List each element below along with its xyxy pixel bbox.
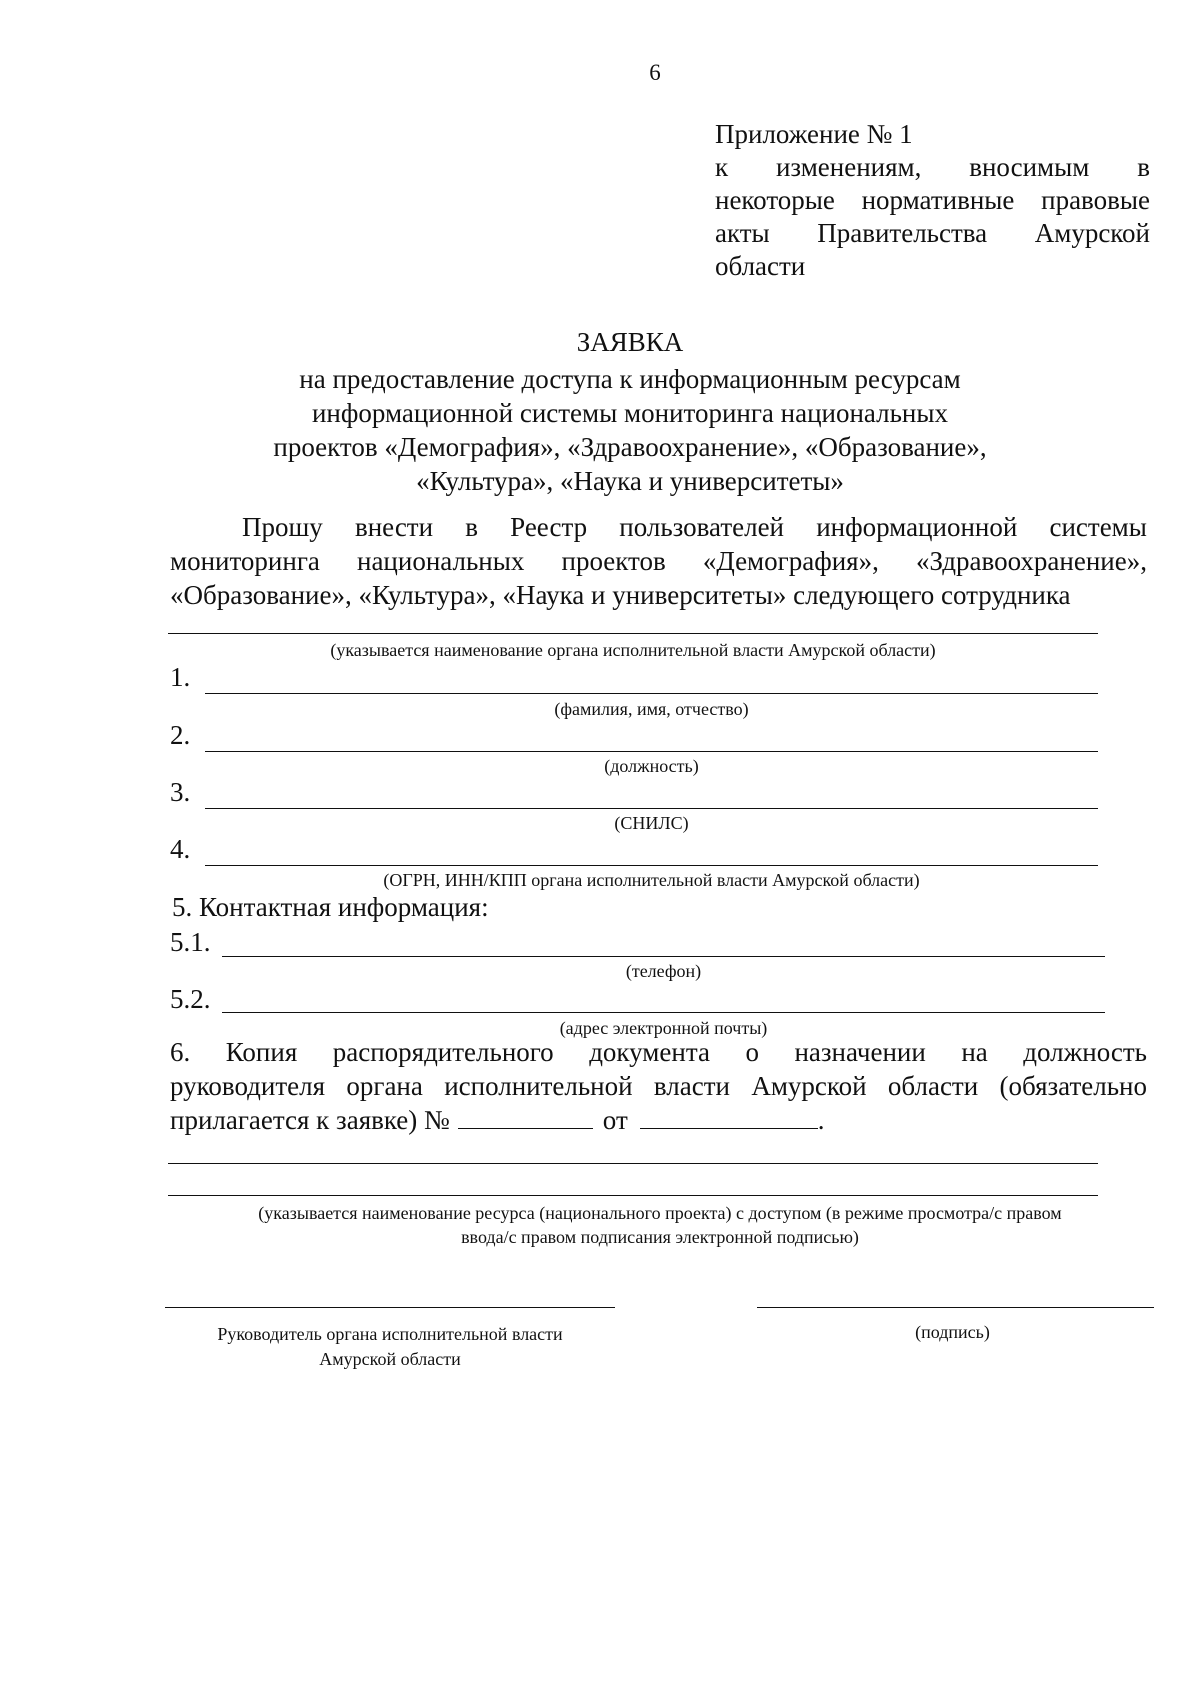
document-subtitle bbox=[130, 362, 1130, 498]
request-word: Прошу bbox=[242, 512, 323, 542]
item-6-word: 6. bbox=[170, 1037, 191, 1067]
item-5-2-number: 5.2. bbox=[170, 984, 211, 1014]
org-name-field[interactable] bbox=[168, 633, 1098, 634]
request-word: внести bbox=[354, 512, 434, 542]
item-6-word: власти bbox=[653, 1071, 730, 1101]
request-word: национальных bbox=[357, 546, 525, 576]
item-6-word: области bbox=[887, 1071, 979, 1101]
request-word: информационной bbox=[816, 512, 1018, 542]
request-word: мониторинга bbox=[170, 546, 320, 576]
position-caption: (должность) bbox=[604, 756, 699, 776]
request-word: в bbox=[465, 512, 478, 542]
request-word: «Здравоохранение», bbox=[915, 546, 1147, 576]
item-6-word: назначении bbox=[794, 1037, 926, 1067]
order-number-field[interactable] bbox=[458, 1104, 593, 1129]
appendix-word: Амурской bbox=[1034, 218, 1150, 248]
contact-info-heading: 5. Контактная информация: bbox=[172, 892, 489, 922]
full-name-field[interactable] bbox=[205, 693, 1098, 694]
appendix-block bbox=[715, 118, 1150, 283]
request-word: системы bbox=[1049, 512, 1147, 542]
head-caption bbox=[165, 1322, 615, 1372]
phone-caption: (телефон) bbox=[625, 961, 702, 981]
position-field[interactable] bbox=[205, 751, 1098, 752]
request-word: Реестр bbox=[510, 512, 588, 542]
item-6-line-1 bbox=[170, 1035, 1147, 1069]
item-6-word: исполнительной bbox=[444, 1071, 633, 1101]
resource-field-line-1[interactable] bbox=[168, 1163, 1098, 1164]
item-6-paragraph bbox=[170, 1035, 1147, 1137]
item-6-word: руководителя bbox=[170, 1071, 326, 1101]
request-word: пользователей bbox=[619, 512, 785, 542]
item-6-word: органа bbox=[346, 1071, 423, 1101]
signature-caption: (подпись) bbox=[915, 1322, 990, 1342]
request-paragraph bbox=[170, 510, 1147, 612]
appendix-word: некоторые bbox=[715, 185, 835, 215]
appendix-title: Приложение № 1 bbox=[715, 119, 913, 149]
item-3-number: 3. bbox=[170, 777, 191, 807]
document-title: ЗАЯВКА bbox=[576, 327, 684, 357]
signature-field[interactable] bbox=[757, 1307, 1154, 1308]
item-6-word: распорядительного bbox=[332, 1037, 554, 1067]
ogrn-inn-field[interactable] bbox=[205, 865, 1098, 866]
appendix-word: правовые bbox=[1041, 185, 1150, 215]
request-word: «Демография», bbox=[702, 546, 879, 576]
head-caption-line: Амурской области bbox=[319, 1349, 461, 1369]
ogrn-inn-caption: (ОГРН, ИНН/КПП органа исполнительной власти Амурской области) bbox=[383, 870, 920, 890]
item-6-word: о bbox=[745, 1037, 759, 1067]
item-6-line-2 bbox=[170, 1069, 1147, 1103]
subtitle-line: информационной системы мониторинга национальных bbox=[311, 398, 949, 428]
resource-caption bbox=[180, 1201, 1140, 1249]
item-5-1-number: 5.1. bbox=[170, 927, 211, 957]
item-4-number: 4. bbox=[170, 834, 191, 864]
appendix-line-1 bbox=[715, 151, 1150, 184]
appendix-line-3 bbox=[715, 217, 1150, 250]
head-name-field[interactable] bbox=[165, 1307, 615, 1308]
item-6-word: документа bbox=[589, 1037, 710, 1067]
subtitle-line: «Культура», «Наука и университеты» bbox=[416, 466, 844, 496]
appendix-word: Правительства bbox=[817, 218, 988, 248]
subtitle-line: на предоставление доступа к информационным ресурсам bbox=[299, 364, 961, 394]
appendix-word: акты bbox=[715, 218, 770, 248]
appendix-word: вносимым bbox=[969, 152, 1090, 182]
email-caption: (адрес электронной почты) bbox=[559, 1018, 768, 1038]
item-6-line-3 bbox=[170, 1103, 1147, 1137]
appendix-word: в bbox=[1137, 152, 1150, 182]
request-line-3: «Образование», «Культура», «Наука и университеты» следующего сотрудника bbox=[170, 580, 1071, 610]
appendix-word: к bbox=[715, 152, 729, 182]
phone-field[interactable] bbox=[222, 956, 1105, 957]
head-caption-line: Руководитель органа исполнительной власти bbox=[217, 1324, 563, 1344]
item-6-end: . bbox=[817, 1105, 825, 1135]
order-date-field[interactable] bbox=[640, 1104, 818, 1129]
appendix-word: изменениям, bbox=[775, 152, 922, 182]
item-6-word: на bbox=[961, 1037, 988, 1067]
order-number-label: прилагается к заявке) № bbox=[170, 1105, 450, 1135]
request-line-2 bbox=[170, 544, 1147, 578]
appendix-word: нормативные bbox=[861, 185, 1015, 215]
full-name-caption: (фамилия, имя, отчество) bbox=[554, 699, 749, 719]
email-field[interactable] bbox=[222, 1012, 1105, 1013]
page-number: 6 bbox=[649, 60, 661, 85]
item-6-word: (обязательно bbox=[999, 1071, 1147, 1101]
item-6-word: Копия bbox=[225, 1037, 298, 1067]
item-1-number: 1. bbox=[170, 662, 191, 692]
resource-field-line-2[interactable] bbox=[168, 1195, 1098, 1196]
snils-caption: (СНИЛС) bbox=[614, 813, 689, 833]
request-word: проектов bbox=[561, 546, 666, 576]
resource-caption-line: ввода/с правом подписания электронной подписью) bbox=[461, 1227, 859, 1247]
org-name-caption: (указывается наименование органа исполнительной власти Амурской области) bbox=[330, 640, 936, 660]
order-date-label: от bbox=[602, 1105, 628, 1135]
subtitle-line: проектов «Демография», «Здравоохранение», «Образование», bbox=[273, 432, 987, 462]
appendix-line-4: области bbox=[715, 251, 806, 281]
item-6-word: Амурской bbox=[751, 1071, 867, 1101]
item-6-word: должность bbox=[1023, 1037, 1147, 1067]
resource-caption-line: (указывается наименование ресурса (национального проекта) с доступом (в режиме просмотра/с правом bbox=[258, 1203, 1062, 1223]
appendix-line-2 bbox=[715, 184, 1150, 217]
request-line-1 bbox=[170, 510, 1147, 544]
snils-field[interactable] bbox=[205, 808, 1098, 809]
item-2-number: 2. bbox=[170, 720, 191, 750]
